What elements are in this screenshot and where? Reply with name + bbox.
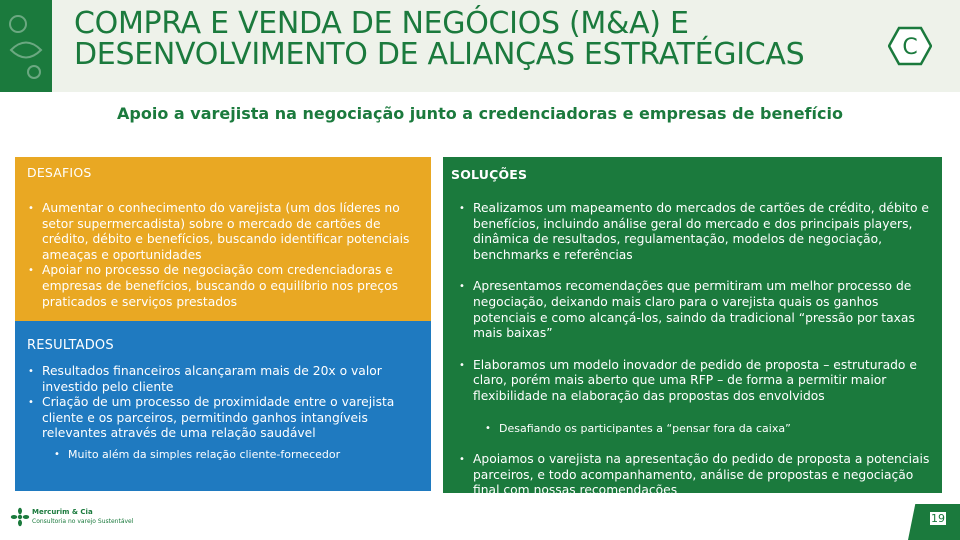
- title-line-2: DESENVOLVIMENTO DE ALIANÇAS ESTRATÉGICAS: [74, 37, 805, 72]
- sub-list-item: • Desafiando os participantes a “pensar fora da caixa”: [459, 421, 933, 437]
- list-item: • Elaboramos um modelo inovador de pedido de proposta – estruturado e claro, porém mais aberto que uma RFP – de forma a permitir maior flexibilidade na elaboração das propostas dos envolvidos: [459, 358, 933, 405]
- resultados-list: [28, 364, 426, 463]
- desafios-list: [28, 201, 426, 310]
- resultados-title: RESULTADOS: [27, 338, 114, 353]
- list-item: • Resultados financeiros alcançaram mais de 20x o valor investido pelo cliente: [28, 364, 426, 395]
- list-item: • Aumentar o conhecimento do varejista (um dos líderes no setor supermercadista) sobre o mercado de cartões de crédito, débito e benefícios, buscando identificar potenciais ameaças e oportunidades: [28, 201, 426, 263]
- brand-tagline: Consultoria no varejo Sustentável: [32, 518, 134, 525]
- solucoes-list: [459, 201, 933, 499]
- list-item: • Apresentamos recomendações que permitiram um melhor processo de negociação, deixando mais claro para o varejista quais os ganhos potenciais e como alcançá-los, saindo da tradicional “pressão por taxas mais baixas”: [459, 279, 933, 341]
- list-item: • Apoiamos o varejista na apresentação do pedido de proposta a potenciais parceiros, e todo acompanhamento, análise de propostas e negociação final com nossas recomendações: [459, 452, 933, 499]
- page-number: 19: [931, 512, 945, 525]
- hexagon-logo-icon: [888, 26, 932, 66]
- header: [0, 0, 960, 92]
- list-item: • Criação de um processo de proximidade entre o varejista cliente e os parceiros, permitindo ganhos intangíveis relevantes através de uma relação saudável: [28, 395, 426, 442]
- subtitle: Apoio a varejista na negociação junto a credenciadoras e empresas de benefício: [117, 104, 843, 123]
- desafios-title: DESAFIOS: [27, 165, 92, 180]
- resultados-panel: [15, 321, 431, 491]
- page-title: [74, 8, 894, 70]
- footer-logo: [10, 507, 134, 531]
- brand-name: Mercurim & Cia: [32, 508, 93, 516]
- header-accent-band: [0, 0, 52, 92]
- solucoes-panel: [443, 157, 942, 498]
- badge-letter: C: [902, 35, 918, 60]
- list-item: • Realizamos um mapeamento do mercados de cartões de crédito, débito e benefícios, incluindo análise geral do mercado e dos principais players, dinâmica de resultados, regulamentação, modelos de negociação, benchmarks e referências: [459, 201, 933, 263]
- desafios-panel: [15, 157, 431, 321]
- list-item: • Apoiar no processo de negociação com credenciadoras e empresas de benefícios, buscando o equilíbrio nos preços praticados e serviços prestados: [28, 263, 426, 310]
- sub-list-item: • Muito além da simples relação cliente-fornecedor: [28, 447, 426, 463]
- leaf-pattern-icon: [6, 10, 46, 80]
- leaf-logo-icon: [10, 507, 30, 527]
- solucoes-title: SOLUÇÕES: [451, 167, 528, 182]
- title-line-1: COMPRA E VENDA DE NEGÓCIOS (M&A) E: [74, 6, 689, 41]
